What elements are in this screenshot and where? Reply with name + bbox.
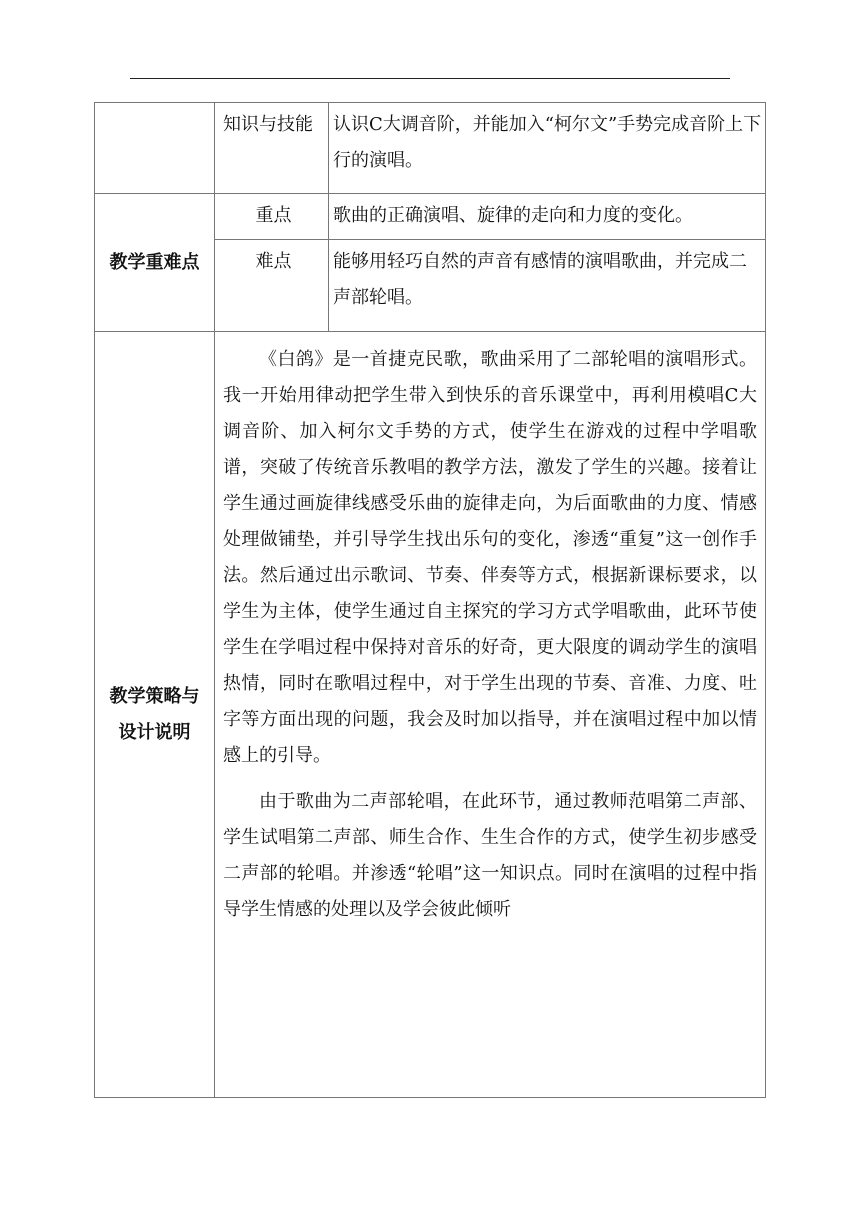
strategy-label-line2: 设计说明 (118, 721, 191, 743)
strategy-paragraph-2: 由于歌曲为二声部轮唱，在此环节，通过教师范唱第二声部、学生试唱第二声部、师生合作、生生合作的方式，使学生初步感受二声部的轮唱。并渗透“轮唱”这一知识点。同时在演唱的过程中指导学生情感的处理以及学会彼此倾听 (223, 791, 757, 920)
strategy-paragraph-1: 《白鸽》是一首捷克民歌，歌曲采用了二部轮唱的演唱形式。我一开始用律动把学生带入到快乐的音乐课堂中，再利用模唱C大调音阶、加入柯尔文手势的方式，使学生在游戏的过程中学唱歌谱，突破了传统音乐教唱的教学方法，激发了学生的兴趣。接着让学生通过画旋律线感受乐曲的旋律走向，为后面歌曲的力度、情感处理做铺垫，并引导学生找出乐句的变化，渗透“重复”这一创作手法。然后通过出示歌词、节奏、伴奏等方式，根据新课标要求，以学生为主体，使学生通过自主探究的学习方式学唱歌曲，此环节使学生在学唱过程中保持对音乐的好奇，更大限度的调动学生的演唱热情，同时在歌唱过程中，对于学生出现的节奏、音准、力度、吐字等方面出现的问题，我会及时加以指导，并在演唱过程中加以情感上的引导。 (223, 349, 757, 766)
knowledge-skill-label: 知识与技能 (215, 103, 329, 194)
strategy-label-line1: 教学策略与 (109, 685, 200, 707)
key-points-section-label: 教学重难点 (95, 194, 215, 332)
table-row-focus (95, 194, 766, 240)
header-rule (130, 78, 730, 79)
difficulty-text: 能够用轻巧自然的声音有感情的演唱歌曲，并完成二声部轮唱。 (329, 240, 766, 332)
empty-section-cell (95, 103, 215, 194)
strategy-content (215, 332, 766, 1098)
difficulty-label: 难点 (215, 240, 329, 332)
lesson-plan-table (94, 102, 766, 1098)
focus-text: 歌曲的正确演唱、旋律的走向和力度的变化。 (329, 194, 766, 240)
strategy-section-label (95, 332, 215, 1098)
knowledge-skill-text: 认识C大调音阶，并能加入“柯尔文”手势完成音阶上下行的演唱。 (329, 103, 766, 194)
table-row-strategy (95, 332, 766, 1098)
focus-label: 重点 (215, 194, 329, 240)
table-row-knowledge (95, 103, 766, 194)
